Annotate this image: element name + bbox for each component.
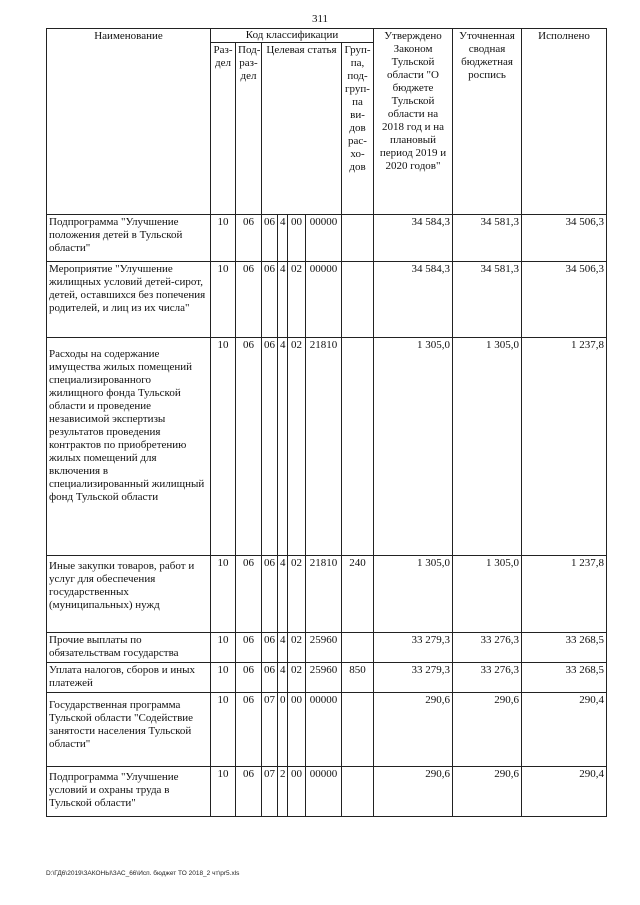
row-target-subprogram: 4 <box>278 262 288 338</box>
row-target-direction: 25960 <box>306 663 342 693</box>
row-expense-group: 240 <box>342 556 374 633</box>
row-executed: 290,4 <box>522 693 607 767</box>
table-row <box>47 767 607 817</box>
row-section: 10 <box>211 767 236 817</box>
row-target-direction: 00000 <box>306 262 342 338</box>
row-expense-group <box>342 338 374 556</box>
header-executed: Исполнено <box>522 29 607 215</box>
row-refined: 290,6 <box>453 693 522 767</box>
row-target-direction: 00000 <box>306 215 342 262</box>
row-refined: 33 276,3 <box>453 633 522 663</box>
row-target-program: 06 <box>262 556 278 633</box>
row-refined: 33 276,3 <box>453 663 522 693</box>
row-name: Уплата налогов, сборов и иных платежей <box>47 663 211 693</box>
table-row <box>47 338 607 556</box>
row-expense-group <box>342 262 374 338</box>
row-target-subprogram: 4 <box>278 663 288 693</box>
row-target-program: 07 <box>262 693 278 767</box>
row-refined: 1 305,0 <box>453 556 522 633</box>
row-approved: 33 279,3 <box>374 633 453 663</box>
row-name: Подпрограмма "Улучшение условий и охраны труда в Тульской области" <box>47 767 211 817</box>
row-name: Мероприятие "Улучшение жилищных условий детей-сирот, детей, оставшихся без попечения родителей, и лиц из их числа" <box>47 262 211 338</box>
row-target-direction: 00000 <box>306 767 342 817</box>
row-expense-group <box>342 215 374 262</box>
table-row <box>47 556 607 633</box>
row-approved: 34 584,3 <box>374 262 453 338</box>
row-target-event: 00 <box>288 693 306 767</box>
budget-table <box>46 28 607 817</box>
row-target-direction: 00000 <box>306 693 342 767</box>
row-section: 10 <box>211 663 236 693</box>
row-target-subprogram: 4 <box>278 556 288 633</box>
row-subsection: 06 <box>236 633 262 663</box>
row-target-program: 07 <box>262 767 278 817</box>
row-target-subprogram: 4 <box>278 633 288 663</box>
row-expense-group: 850 <box>342 663 374 693</box>
row-expense-group <box>342 633 374 663</box>
row-section: 10 <box>211 338 236 556</box>
row-executed: 34 506,3 <box>522 262 607 338</box>
row-name: Иные закупки товаров, работ и услуг для обеспечения государственных (муниципальных) нужд <box>47 556 211 633</box>
row-target-program: 06 <box>262 338 278 556</box>
row-executed: 290,4 <box>522 767 607 817</box>
row-approved: 290,6 <box>374 767 453 817</box>
row-target-program: 06 <box>262 663 278 693</box>
row-subsection: 06 <box>236 767 262 817</box>
row-target-direction: 21810 <box>306 556 342 633</box>
row-refined: 34 581,3 <box>453 215 522 262</box>
row-subsection: 06 <box>236 663 262 693</box>
row-section: 10 <box>211 693 236 767</box>
row-approved: 1 305,0 <box>374 338 453 556</box>
header-section: Раз-дел <box>211 43 236 215</box>
row-executed: 34 506,3 <box>522 215 607 262</box>
header-classification-code: Код классификации <box>211 29 374 43</box>
row-target-event: 02 <box>288 262 306 338</box>
header-expense-group: Груп-па, под-груп-па ви-дов рас-хо-дов <box>342 43 374 215</box>
row-target-event: 00 <box>288 767 306 817</box>
row-expense-group <box>342 767 374 817</box>
row-refined: 34 581,3 <box>453 262 522 338</box>
header-target-item: Целевая статья <box>262 43 342 215</box>
row-approved: 1 305,0 <box>374 556 453 633</box>
row-approved: 290,6 <box>374 693 453 767</box>
table-row <box>47 262 607 338</box>
header-refined: Уточненная сводная бюджетная роспись <box>453 29 522 215</box>
row-subsection: 06 <box>236 693 262 767</box>
row-target-event: 02 <box>288 556 306 633</box>
row-name: Прочие выплаты по обязательствам государства <box>47 633 211 663</box>
row-expense-group <box>342 693 374 767</box>
row-target-program: 06 <box>262 215 278 262</box>
row-target-program: 06 <box>262 262 278 338</box>
row-target-event: 00 <box>288 215 306 262</box>
row-target-direction: 21810 <box>306 338 342 556</box>
row-target-event: 02 <box>288 663 306 693</box>
row-refined: 290,6 <box>453 767 522 817</box>
row-name: Расходы на содержание имущества жилых помещений специализированного жилищного фонда Тульской области и проведение независимой экспертизы результатов проведения контрактов по приобретению жилых помещений для включения в специализированный жилищный фонд Тульской области <box>47 338 211 556</box>
row-subsection: 06 <box>236 338 262 556</box>
row-refined: 1 305,0 <box>453 338 522 556</box>
row-approved: 34 584,3 <box>374 215 453 262</box>
row-executed: 33 268,5 <box>522 633 607 663</box>
header-subsection: Под-раз-дел <box>236 43 262 215</box>
file-path-footer: D:\ГД6\2019\ЗАКОНЫ\ЗАС_66\Исп. бюджет ТО 2018_2 чт\pr5.xls <box>46 870 240 877</box>
row-target-subprogram: 4 <box>278 338 288 556</box>
row-subsection: 06 <box>236 215 262 262</box>
row-section: 10 <box>211 262 236 338</box>
page-number: 311 <box>311 13 329 25</box>
row-target-event: 02 <box>288 338 306 556</box>
row-target-subprogram: 0 <box>278 693 288 767</box>
row-target-subprogram: 2 <box>278 767 288 817</box>
row-section: 10 <box>211 556 236 633</box>
header-name: Наименование <box>47 29 211 215</box>
row-subsection: 06 <box>236 556 262 633</box>
row-subsection: 06 <box>236 262 262 338</box>
header-approved: Утверждено Законом Тульской области "О бюджете Тульской области на 2018 год и на плановый период 2019 и 2020 годов" <box>374 29 453 215</box>
row-executed: 33 268,5 <box>522 663 607 693</box>
table-row <box>47 663 607 693</box>
row-approved: 33 279,3 <box>374 663 453 693</box>
row-executed: 1 237,8 <box>522 556 607 633</box>
table-row <box>47 693 607 767</box>
row-target-direction: 25960 <box>306 633 342 663</box>
row-target-program: 06 <box>262 633 278 663</box>
row-name: Государственная программа Тульской области "Содействие занятости населения Тульской области" <box>47 693 211 767</box>
row-executed: 1 237,8 <box>522 338 607 556</box>
table-row <box>47 215 607 262</box>
row-name: Подпрограмма "Улучшение положения детей в Тульской области" <box>47 215 211 262</box>
row-target-event: 02 <box>288 633 306 663</box>
row-target-subprogram: 4 <box>278 215 288 262</box>
row-section: 10 <box>211 633 236 663</box>
table-row <box>47 633 607 663</box>
row-section: 10 <box>211 215 236 262</box>
